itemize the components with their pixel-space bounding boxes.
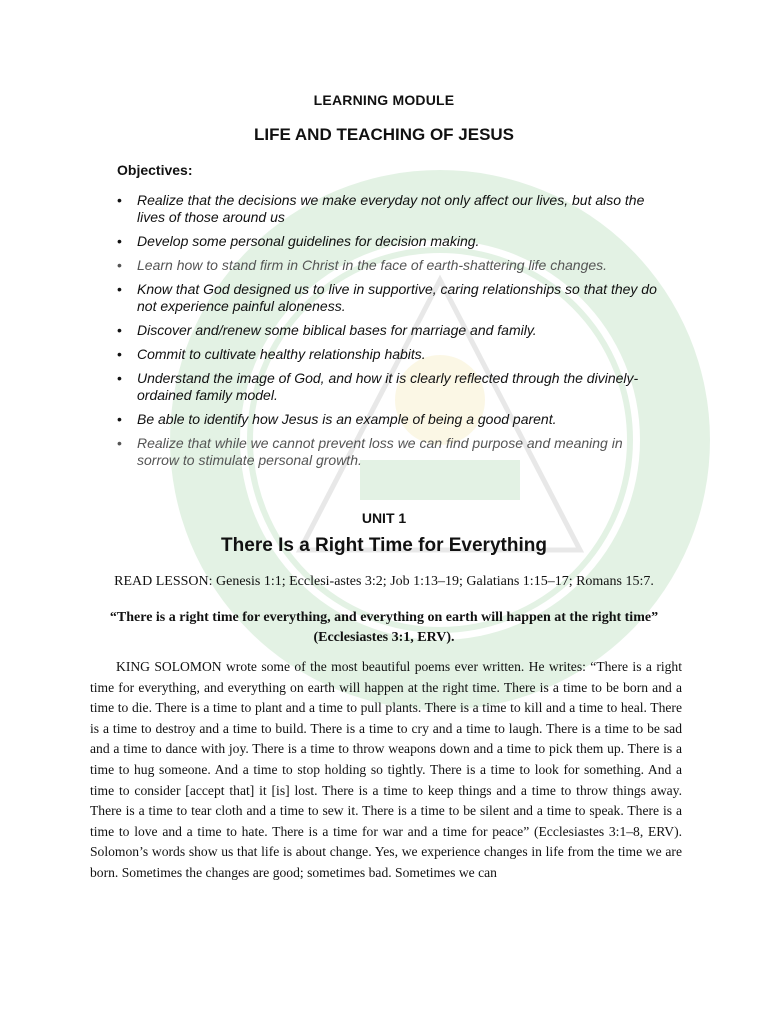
objective-item: • Discover and/renew some biblical bases for marriage and family. (117, 322, 662, 339)
read-lesson: READ LESSON: Genesis 1:1; Ecclesi-astes 3:2; Job 1:13–19; Galatians 1:15–17; Romans 15:7. (114, 574, 654, 589)
key-verse-quote: “There is a right time for everything, and everything on earth will happen at the right time” (Ecclesiastes 3:1, ERV). (109, 610, 659, 645)
lesson-body-paragraph: KING SOLOMON wrote some of the most beautiful poems ever written. He writes: “There is a right time for everything, and everything on earth will happen at the right time. There is a time to be born and a time to die. There is a time to plant and a time to pull plants. There is a time to kill and a time to heal. There is a time to destroy and a time to build. There is a time to cry and a time to laugh. There is a time to be sad and a time to dance with joy. There is a time to throw weapons down and a time to pick them up. There is a time to hug someone. And a time to stop holding so tightly. There is a time to look for something. And a time to consider [accept that] it [is] lost. There is a time to keep things and a time to throw things away. There is a time to tear cloth and a time to sew it. There is a time to be silent and a time to speak. There is a time to love and a time to hate. There is a time for war and a time for peace” (Ecclesiastes 3:1–8, ERV). Solomon’s words show us that life is about change. Yes, we experience changes in life from the time we are born. Sometimes the changes are good; sometimes bad. Sometimes we can (90, 659, 682, 880)
unit-label: UNIT 1 (361, 510, 407, 526)
objective-item: • Realize that the decisions we make everyday not only affect our lives, but also the lives of those around us (117, 192, 662, 226)
objective-item: • Learn how to stand firm in Christ in the face of earth-shattering life changes. (117, 257, 662, 274)
objective-item: • Know that God designed us to live in supportive, caring relationships so that they do not experience painful aloneness. (117, 281, 662, 315)
objective-item: • Develop some personal guidelines for decision making. (117, 233, 662, 250)
objectives-list (117, 192, 662, 476)
objectives-heading: Objectives: (117, 162, 193, 178)
objective-item: • Understand the image of God, and how it is clearly reflected through the divinely-ordained family model. (117, 370, 662, 404)
objective-item: • Commit to cultivate healthy relationship habits. (117, 346, 662, 363)
module-title: LIFE AND TEACHING OF JESUS (253, 125, 515, 144)
unit-title: There Is a Right Time for Everything (221, 535, 547, 556)
objective-item: • Realize that while we cannot prevent loss we can find purpose and meaning in sorrow to stimulate personal growth. (117, 435, 662, 469)
objective-item: • Be able to identify how Jesus is an example of being a good parent. (117, 411, 662, 428)
module-label: LEARNING MODULE (313, 92, 455, 108)
